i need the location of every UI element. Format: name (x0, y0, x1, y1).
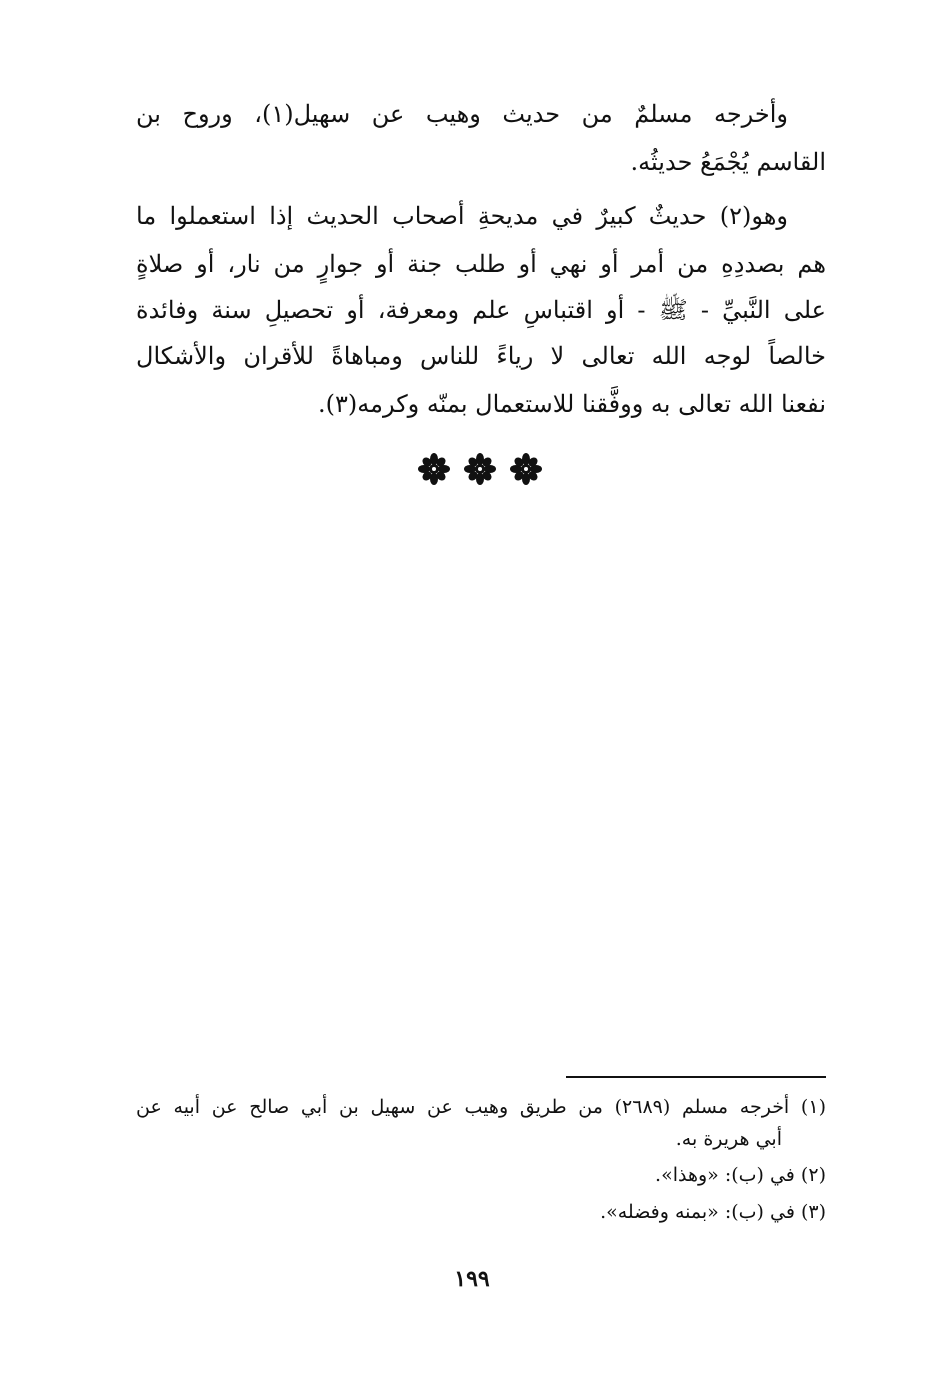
paragraph-2-line-2: هم بصددِهِ من أمر أو نهي أو طلب جنة أو جوارٍ من نار، أو صلاةٍ (136, 250, 826, 278)
page-number: ١٩٩ (454, 1266, 490, 1292)
footnote-1-line-2: أبي هريرة به. (675, 1128, 782, 1150)
floral-star-icon (418, 453, 450, 485)
section-separator (418, 452, 542, 486)
paragraph-2-line-5: نفعنا الله تعالى به ووفَّقنا للاستعمال بمنّه وكرمه(٣). (317, 390, 826, 418)
footnote-divider (566, 1076, 826, 1078)
floral-star-icon (510, 453, 542, 485)
footnote-1-line-1: (١) أخرجه مسلم (٢٦٨٩) من طريق وهيب عن سهيل بن أبي صالح عن أبيه عن (136, 1096, 826, 1118)
paragraph-1-line-2: القاسم يُجْمَعُ حديثُه. (630, 148, 826, 176)
paragraph-2-line-1: وهو(٢) حديثٌ كبيرٌ في مديحةِ أصحاب الحديث إذا استعملوا ما (136, 202, 788, 230)
paragraph-1-line-1: وأخرجه مسلمٌ من حديث وهيب عن سهيل(١)، وروح بن (136, 100, 788, 128)
paragraph-2-line-3: على النَّبيِّ - ﷺ - أو اقتباسِ علم ومعرفة، أو تحصيلِ سنة وفائدة (136, 296, 826, 324)
footnote-3: (٣) في (ب): «بمنه وفضله». (600, 1201, 826, 1223)
footnote-2: (٢) في (ب): «وهذا». (655, 1164, 826, 1186)
paragraph-2-line-4: خالصاً لوجه الله تعالى لا رياءً للناس ومباهاةً للأقران والأشكال (136, 342, 826, 370)
floral-star-icon (464, 453, 496, 485)
